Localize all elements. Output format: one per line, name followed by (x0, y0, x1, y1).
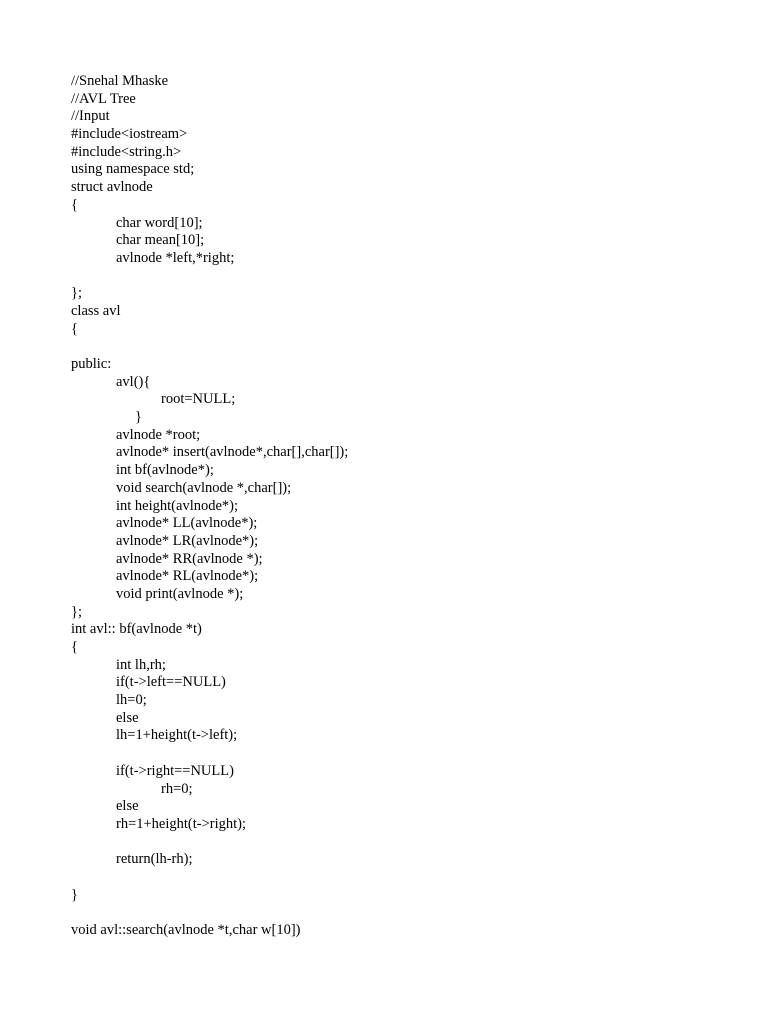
blank-line (71, 268, 348, 286)
source-code-block (71, 73, 348, 940)
blank-line (71, 834, 348, 852)
code-line: avl(){ (116, 373, 151, 390)
blank-line (71, 338, 348, 356)
code-line: class avl (71, 302, 121, 319)
code-line: avlnode *left,*right; (116, 249, 235, 266)
code-line: void search(avlnode *,char[]); (116, 479, 292, 496)
code-line: else (116, 798, 139, 815)
code-line: void print(avlnode *); (116, 585, 244, 602)
code-line: else (116, 709, 139, 726)
code-line: //Snehal Mhaske (71, 73, 169, 89)
blank-line (71, 904, 348, 922)
blank-line (71, 869, 348, 887)
code-line: lh=0; (116, 692, 147, 709)
code-line: avlnode* RL(avlnode*); (116, 568, 259, 585)
code-line: }; (71, 603, 82, 620)
code-line: if(t->left==NULL) (116, 674, 226, 691)
code-line: }; (71, 285, 82, 302)
code-line: using namespace std; (71, 161, 195, 178)
code-line: avlnode* insert(avlnode*,char[],char[]); (116, 444, 349, 461)
code-line: avlnode* RR(avlnode *); (116, 550, 263, 567)
code-line: return(lh-rh); (116, 851, 193, 868)
code-line: char mean[10]; (116, 232, 205, 249)
code-line: rh=0; (161, 780, 193, 797)
code-line: #include<string.h> (71, 143, 182, 160)
code-line: int height(avlnode*); (116, 497, 239, 514)
code-line: { (71, 196, 78, 213)
code-line: root=NULL; (161, 391, 236, 408)
code-line: } (71, 886, 78, 903)
code-line: int bf(avlnode*); (116, 462, 214, 479)
blank-line (71, 745, 348, 763)
code-line: } (135, 409, 142, 426)
code-line: { (71, 320, 78, 337)
code-line: avlnode *root; (116, 426, 201, 443)
code-line: struct avlnode (71, 179, 153, 196)
code-line: rh=1+height(t->right); (116, 815, 247, 832)
code-line: #include<iostream> (71, 126, 188, 143)
code-line: public: (71, 356, 112, 372)
code-line: avlnode* LR(avlnode*); (116, 532, 259, 549)
code-line: //Input (71, 108, 110, 125)
code-line: int lh,rh; (116, 656, 166, 673)
code-line: void avl::search(avlnode *t,char w[10]) (71, 922, 301, 938)
code-line: avlnode* LL(avlnode*); (116, 515, 258, 532)
code-line: char word[10]; (116, 214, 203, 231)
code-line: if(t->right==NULL) (116, 762, 234, 779)
code-line: int avl:: bf(avlnode *t) (71, 621, 202, 638)
code-line: lh=1+height(t->left); (116, 727, 238, 744)
code-line: { (71, 639, 78, 655)
code-line: //AVL Tree (71, 90, 136, 107)
